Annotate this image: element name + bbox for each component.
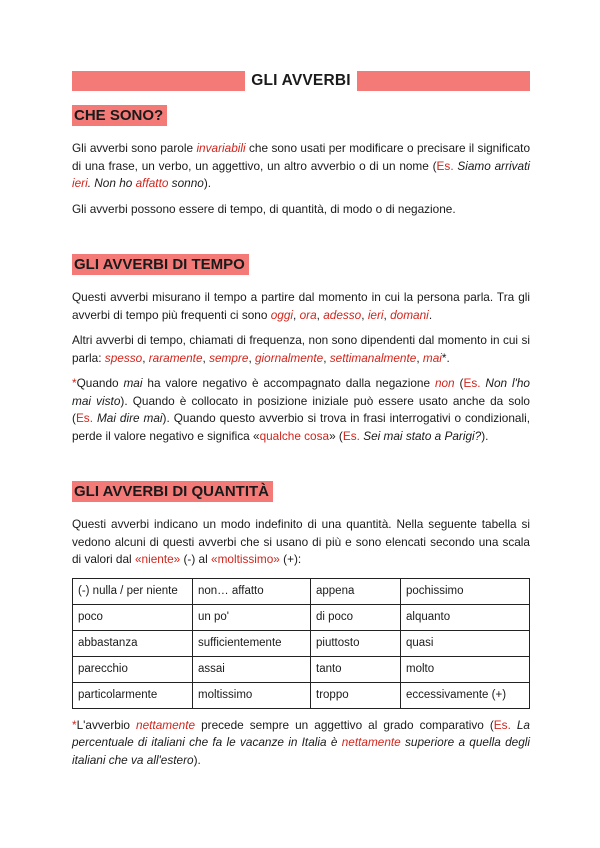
example-label: Es.	[342, 428, 360, 443]
highlight-word: ieri	[367, 307, 384, 322]
footnote-star: *	[72, 717, 77, 732]
highlight-word: sempre	[209, 350, 249, 365]
section-che-sono	[72, 105, 530, 218]
text: *.	[441, 350, 450, 365]
highlight-word: qualche cosa	[259, 428, 330, 443]
title-bar-left	[72, 71, 245, 91]
highlight-word: nettamente	[136, 717, 196, 732]
table-cell: quasi	[401, 630, 530, 656]
example-text: . Non ho	[87, 176, 136, 190]
example-label: Es.	[75, 411, 93, 425]
highlight-word: invariabili	[196, 141, 246, 155]
text: .	[428, 307, 433, 322]
table-cell: alquanto	[401, 604, 530, 630]
example-text: sonno	[168, 176, 204, 190]
example-label: Es.	[493, 717, 511, 732]
example-text: Mai dire mai	[92, 411, 163, 425]
document-page	[72, 70, 530, 769]
text: Questi avverbi misurano il tempo a partire dal momento in cui la persona parla. Tra gli avverbi di tempo più frequenti ci sono	[72, 290, 530, 322]
example-text: Siamo arrivati	[453, 158, 531, 173]
section-heading: GLI AVVERBI DI QUANTITÀ	[72, 481, 273, 502]
table-cell: non… affatto	[193, 578, 311, 604]
table-cell: pochissimo	[401, 578, 530, 604]
text: ha valore negativo è accompagnato dalla negazione	[142, 376, 435, 390]
footnote	[72, 717, 530, 770]
table-cell: un po'	[193, 604, 311, 630]
section-heading: GLI AVVERBI DI TEMPO	[72, 254, 249, 275]
text: Gli avverbi sono parole	[72, 141, 197, 155]
table-cell: (-) nulla / per niente	[73, 578, 193, 604]
text: ).	[193, 752, 201, 767]
highlight-word: nettamente	[341, 735, 401, 749]
text: che sono usati per modificare o precisare il significato di una frase, un verbo, un aggettivo, un altro avverbio o di un nome (	[72, 141, 531, 173]
highlight-word: mai	[422, 350, 442, 365]
text: ,	[202, 350, 210, 365]
example-label: Es.	[463, 376, 481, 390]
footnote	[72, 375, 530, 445]
title-bar-right	[357, 71, 530, 91]
text: ). Quando questo avverbio si trova in frasi interrogativi o condizionali, perde il valore negativo e significa «	[72, 411, 530, 443]
text: ,	[248, 350, 255, 365]
text: ,	[316, 307, 324, 322]
table-cell: parecchio	[73, 656, 193, 682]
footnote-star: *	[72, 376, 77, 390]
paragraph	[72, 140, 530, 193]
table-cell: di poco	[311, 604, 401, 630]
example-text: mai	[123, 376, 143, 390]
table-cell: appena	[311, 578, 401, 604]
section-avverbi-quantita	[72, 481, 530, 769]
table-cell: particolarmente	[73, 682, 193, 708]
section-avverbi-tempo	[72, 254, 530, 445]
highlight-word: spesso	[104, 350, 143, 365]
table-row	[73, 630, 530, 656]
table-row	[73, 682, 530, 708]
text: ,	[323, 350, 330, 365]
example-text: superiore a quella degli italiani che va all'estero	[72, 735, 530, 767]
table-cell: assai	[193, 656, 311, 682]
table-row	[73, 604, 530, 630]
text: ,	[142, 350, 149, 365]
text: ,	[293, 307, 300, 322]
text: (	[454, 376, 464, 390]
paragraph	[72, 289, 530, 324]
paragraph	[72, 516, 530, 569]
page-title: GLI AVVERBI	[251, 72, 351, 89]
highlight-word: adesso	[323, 307, 362, 322]
highlight-word: ora	[299, 307, 317, 322]
title-banner	[72, 70, 530, 92]
highlight-word: ieri	[72, 176, 88, 190]
table-row	[73, 578, 530, 604]
highlight-word: oggi	[270, 307, 294, 322]
table-cell: eccessivamente (+)	[401, 682, 530, 708]
highlight-word: «niente»	[134, 552, 181, 566]
text: Quando	[76, 376, 124, 390]
text: ,	[416, 350, 423, 365]
table-cell: sufficientemente	[193, 630, 311, 656]
highlight-word: raramente	[148, 350, 203, 365]
quantity-table	[72, 578, 530, 709]
highlight-word: «moltissimo»	[211, 552, 280, 566]
text: (-) al	[180, 552, 212, 566]
text: » (	[329, 428, 343, 443]
example-text: Non l'ho mai visto	[72, 376, 530, 408]
text: ).	[481, 428, 489, 443]
highlight-word: giornalmente	[255, 350, 324, 365]
text: ). Quando è collocato in posizione iniziale può essere usato anche da solo (	[72, 393, 530, 425]
text: ).	[203, 176, 212, 190]
highlight-word: affatto	[135, 176, 169, 190]
example-label: Es.	[436, 158, 454, 173]
example-text: Sei mai stato a Parigi?	[359, 428, 482, 443]
table-cell: molto	[401, 656, 530, 682]
section-heading: CHE SONO?	[72, 105, 167, 126]
table-cell: abbastanza	[73, 630, 193, 656]
highlight-word: domani	[390, 307, 429, 322]
table-cell: piuttosto	[311, 630, 401, 656]
table-cell: tanto	[311, 656, 401, 682]
text: ,	[361, 307, 368, 322]
text: (+):	[279, 552, 302, 566]
paragraph: Gli avverbi possono essere di tempo, di quantità, di modo o di negazione.	[72, 201, 456, 216]
table-cell: troppo	[311, 682, 401, 708]
text: precede sempre un aggettivo al grado comparativo (	[195, 717, 494, 732]
highlight-word: non	[434, 376, 455, 390]
example-text: La percentuale di italiani che fa le vacanze in Italia è	[72, 717, 530, 749]
table-cell: poco	[73, 604, 193, 630]
table-row	[73, 656, 530, 682]
text: Questi avverbi indicano un modo indefinito di una quantità. Nella seguente tabella si vedono alcuni di questi avverbi che si usano di più e sono elencati secondo una scala di valori dal	[72, 517, 530, 566]
highlight-word: settimanalmente	[329, 350, 417, 365]
text: L'avverbio	[76, 717, 137, 732]
text: Altri avverbi di tempo, chiamati di frequenza, non sono dipendenti dal momento in cui si parla:	[72, 333, 530, 365]
paragraph	[72, 332, 530, 367]
text: ,	[383, 307, 391, 322]
table-cell: moltissimo	[193, 682, 311, 708]
